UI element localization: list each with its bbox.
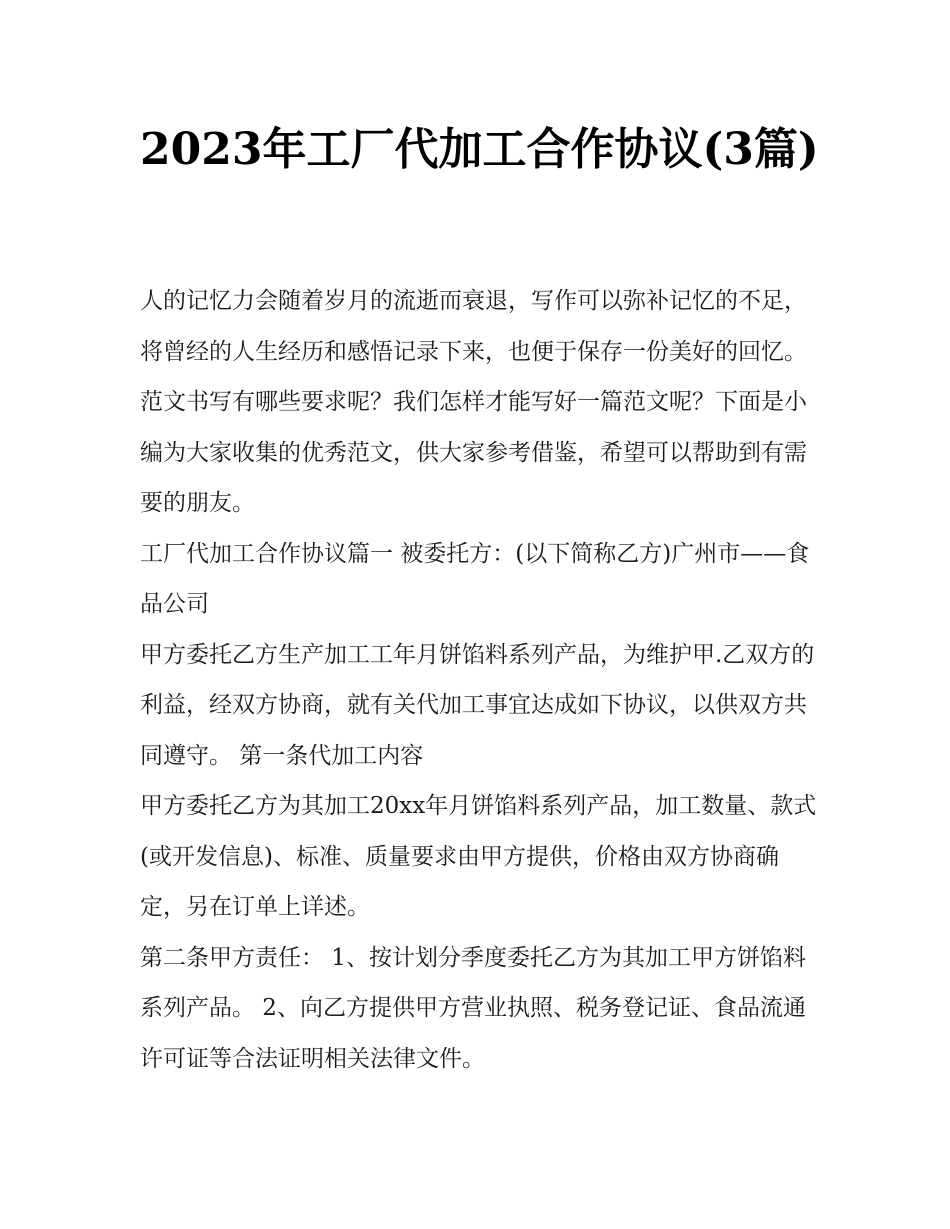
paragraph-intro: 人的记忆力会随着岁月的流逝而衰退，写作可以弥补记忆的不足，将曾经的人生经历和感悟记录下来，也便于保存一份美好的回忆。范文书写有哪些要求呢？我们怎样才能写好一篇范文呢？下面是小编为大家收集的优秀范文，供大家参考借鉴，希望可以帮助到有需要的朋友。 [140,288,807,516]
paragraph-article-one: 甲方委托乙方为其加工20xx年月饼馅料系列产品，加工数量、款式(或开发信息)、标准、质量要求由甲方提供，价格由双方协商确定，另在订单上详述。 [140,793,817,920]
document-body [140,276,820,1084]
paragraph-article-two: 第二条甲方责任： 1、按计划分季度委托乙方为其加工甲方饼馅料系列产品。 2、向乙方提供甲方营业执照、税务登记证、食品流通许可证等合法证明相关法律文件。 [140,944,806,1072]
paragraph-parties: 工厂代加工合作协议篇一 被委托方：(以下简称乙方)广州市——食品公司 [140,540,810,617]
document-title: 2023年工厂代加工合作协议(3篇) [140,124,819,175]
paragraph-purpose: 甲方委托乙方生产加工工年月饼馅料系列产品，为维护甲.乙双方的利益，经双方协商，就有关代加工事宜达成如下协议，以供双方共同遵守。 第一条代加工内容 [140,641,815,769]
